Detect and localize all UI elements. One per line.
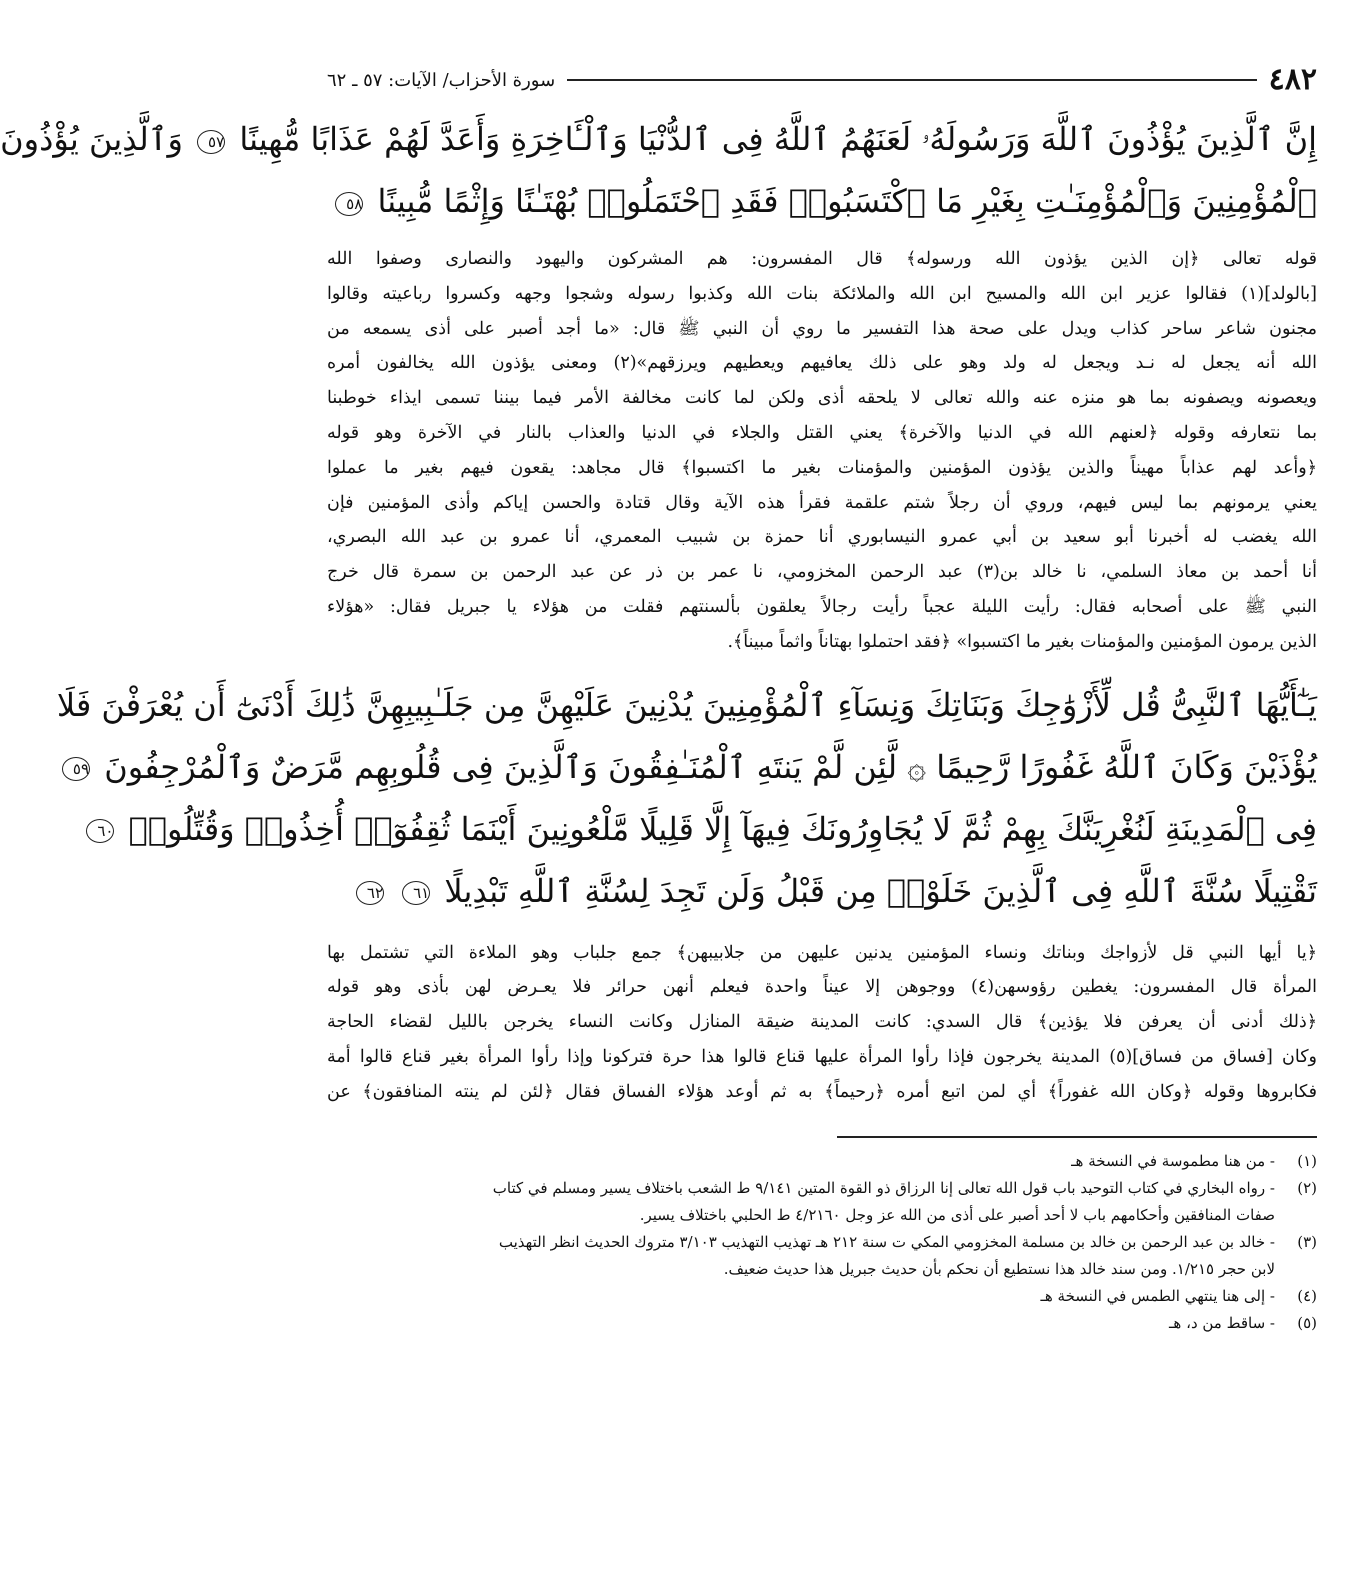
- quran-line: فِى ٱلْمَدِينَةِ لَنُغْرِيَنَّكَ بِهِمْ ثُمَّ لَا يُجَاوِرُونَكَ فِيهَآ إِلَّا قَلِيلًا مَّلْعُونِينَ أَيْنَمَا ثُقِفُوٓا۟ أُخِذُوا۟ وَقُتِّلُوا۟ ٦٠: [327, 798, 1317, 860]
- text-line: قوله تعالى ﴿إن الذين يؤذون الله ورسوله﴾ قال المفسرون: هم المشركون واليهود والنصارى وصفوا الله: [327, 249, 1317, 269]
- footnotes: [327, 1148, 1317, 1337]
- ayah-number-marker: ٦٢: [356, 881, 384, 905]
- commentary-paragraph-2: [327, 936, 1317, 1110]
- quran-line: تَقْتِيلًا سُنَّةَ ٱللَّهِ فِى ٱلَّذِينَ خَلَوْا۟ مِن قَبْلُ وَلَن تَجِدَ لِسُنَّةِ ٱللَّهِ تَبْدِيلًا ٦١ ٦٢: [327, 860, 1317, 922]
- footnote-number: (٢): [1297, 1178, 1317, 1197]
- text-line: مجنون شاعر ساحر كذاب ويدل على صحة هذا التفسير ما روي أن النبي ﷺ قال: «ما أجد أصبر على أذى يسمعه من: [327, 318, 1317, 339]
- page-number: ٤٨٢: [1268, 62, 1317, 97]
- footnote: [327, 1283, 1317, 1310]
- text-line: فكابروها وقوله ﴿وكان الله غفوراً﴾ أي لمن اتبع أمره ﴿رحيماً﴾ به ثم أوعد هؤلاء الفساق فقال ﴿لئن لم ينته المنافقون﴾ عن: [327, 1081, 1317, 1102]
- quran-line: يُؤْذَيْنَ وَكَانَ ٱللَّهُ غَفُورًا رَّحِيمًا ۞ لَّئِن لَّمْ يَنتَهِ ٱلْمُنَـٰفِقُونَ وَٱلَّذِينَ فِى قُلُوبِهِم مَّرَضٌ وَٱلْمُرْجِفُونَ ٥٩: [327, 736, 1317, 798]
- footnote-number: (١): [1297, 1151, 1317, 1170]
- footnote-number: (٣): [1297, 1232, 1317, 1251]
- quran-verses-57-58: [0, 108, 1317, 232]
- text-line: الذين يرمون المؤمنين والمؤمنات بغير ما اكتسبوا» ﴿فقد احتملوا بهتاناً واثماً مبيناً﴾.: [727, 631, 1317, 652]
- page: [0, 60, 1318, 1337]
- footnote: [327, 1310, 1317, 1337]
- footnote-text: - ساقط من د، هـ: [1169, 1313, 1275, 1332]
- footnote-text: - رواه البخاري في كتاب التوحيد باب قول الله تعالى إنا الرزاق ذو القوة المتين ٩/١٤١ ط الشعب باختلاف يسير ومسلم في كتاب: [492, 1178, 1275, 1197]
- footnote-text: صفات المنافقين وأحكامهم باب لا أحد أصبر على أذى من الله عز وجل ٤/٢١٦٠ ط الحلبي باختلاف يسير.: [639, 1205, 1275, 1224]
- footnote: [327, 1148, 1317, 1175]
- quran-line: يَـٰٓأَيُّهَا ٱلنَّبِىُّ قُل لِّأَزْوَٰجِكَ وَبَنَاتِكَ وَنِسَآءِ ٱلْمُؤْمِنِينَ يُدْنِينَ عَلَيْهِنَّ مِن جَلَـٰبِيبِهِنَّ ذَٰلِكَ أَدْنَىٰٓ أَن يُعْرَفْنَ فَلَا: [56, 685, 1317, 724]
- text-line: أنا أحمد بن معاذ السلمي، نا خالد بن(٣) عبد الرحمن المخزومي، نا عمر بن ذر عن عبد الرحمن بن سمرة قال خرج: [327, 562, 1317, 583]
- page-header: [327, 60, 1317, 100]
- footnote-number: (٤): [1297, 1286, 1317, 1305]
- text-line: ﴿يا أيها النبي قل لأزواجك وبناتك ونساء المؤمنين يدنين عليهن من جلابيبهن﴾ جمع جلباب وهو الملاءة التي تشتمل بها: [327, 942, 1317, 963]
- quran-verses-59-62: [56, 674, 1317, 922]
- ayah-number-marker: ٥٨: [335, 192, 363, 216]
- ayah-number-marker: ٥٧: [197, 130, 225, 154]
- text-line: المرأة قال المفسرون: يغطين رؤوسهن(٤) ووجوهن إلا عيناً واحدة فيعلم أنهن حرائر فلا يعـرض لهن بأذى وهو قوله: [327, 977, 1317, 998]
- ayah-number-marker: ٦٠: [86, 819, 114, 843]
- footnote-text: - إلى هنا ينتهي الطمس في النسخة هـ: [1040, 1286, 1275, 1305]
- surah-reference: سورة الأحزاب/ الآيات: ٥٧ ـ ٦٢: [327, 69, 556, 91]
- text-line: [بالولد](١) فقالوا عزير ابن الله والمسيح ابن الله والملائكة بنات الله وكذبوا رسوله وشجوا وجهه وكسروا رباعيته وقالوا: [327, 283, 1317, 304]
- footnote: [327, 1175, 1317, 1229]
- text-line: وكان [فساق من فساق](٥) المدينة يخرجون فإذا رأوا المرأة عليها قناع قالوا هذا حرة فتركونا وإذا رأوا المرأة بغير قناع قالوا أمة: [327, 1046, 1318, 1067]
- quran-line: إِنَّ ٱلَّذِينَ يُؤْذُونَ ٱللَّهَ وَرَسُولَهُۥ لَعَنَهُمُ ٱللَّهُ فِى ٱلدُّنْيَا وَٱلْـَٔاخِرَةِ وَأَعَدَّ لَهُمْ عَذَابًا مُّهِينًا ٥٧ وَٱلَّذِينَ يُؤْذُونَ: [0, 120, 1317, 158]
- footnote-text: لابن حجر ١/٢١٥. ومن سند خالد هذا نستطيع أن نحكم بأن حديث جبريل هذا حديث ضعيف.: [723, 1259, 1275, 1278]
- text-line: ﴿ذلك أدنى أن يعرفن فلا يؤذين﴾ قال السدي: كانت المدينة ضيقة المنازل وكانت النساء يخرجن بالليل لقضاء الحاجة: [327, 1012, 1317, 1033]
- footnote-text: - خالد بن عبد الرحمن بن خالد بن مسلمة المخزومي المكي ت سنة ٢١٢ هـ تهذيب التهذيب ٣/١٠٣ متروك الحديث انظر التهذيب: [498, 1232, 1275, 1251]
- footnote-text: - من هنا مطموسة في النسخة هـ: [1071, 1151, 1275, 1170]
- text-line: الله يغضب له أخبرنا أبو سعيد بن أبي عمرو النيسابوري أنا حمزة بن شبيب المعمري، أنا عمرو بن عبد الله البصري،: [327, 527, 1317, 548]
- text-line: الله أنه يجعل له نـد ويجعل له ولد وهو على ذلك يعافيهم ويعطيهم ويرزقهم»(٢) ومعنى يؤذون الله يخالفون أمره: [327, 353, 1317, 374]
- commentary-paragraph-1: [327, 242, 1317, 660]
- text-line: بما نتعارفه وقوله ﴿لعنهم الله في الدنيا والآخرة﴾ يعني القتل والجلاء في الدنيا والعذاب بالنار في الآخرة وهو قوله: [327, 422, 1317, 443]
- header-rule: [567, 79, 1256, 81]
- text-line: يعني يرمونهم بما ليس فيهم، وروي أن رجلاً شتم علقمة فقرأ هذه الآية وقال قتادة والحسن إياكم وأذى المؤمنين فإن: [327, 492, 1317, 513]
- ayah-number-marker: ٦١: [402, 881, 430, 905]
- text-line: ويعصونه ويصفونه بما هو منزه عنه والله تعالى لا يلحقه أذى ولكن لما كانت مخالفة الأمر فيما بيننا تسمى ايذاء خوطبنا: [327, 388, 1317, 409]
- text-line: النبي ﷺ على أصحابه فقال: رأيت الليلة عجباً رأيت رجالاً يعلقون بألسنتهم فقلت من هؤلاء يا جبريل فقال: «هؤلاء: [327, 596, 1317, 617]
- text-line: ﴿وأعد لهم عذاباً مهيناً والذين يؤذون المؤمنين والمؤمنات بغير ما اكتسبوا﴾ قال مجاهد: يقعون فيهم بغير ما عملوا: [327, 457, 1317, 478]
- ayah-number-marker: ٥٩: [62, 757, 90, 781]
- quran-line: ٱلْمُؤْمِنِينَ وَٱلْمُؤْمِنَـٰتِ بِغَيْرِ مَا ٱكْتَسَبُوا۟ فَقَدِ ٱحْتَمَلُوا۟ بُهْتَـٰنًا وَإِثْمًا مُّبِينًا ٥٨: [327, 170, 1317, 232]
- footnote: [327, 1229, 1317, 1283]
- footnote-number: (٥): [1297, 1313, 1317, 1332]
- footnote-separator: [837, 1136, 1317, 1138]
